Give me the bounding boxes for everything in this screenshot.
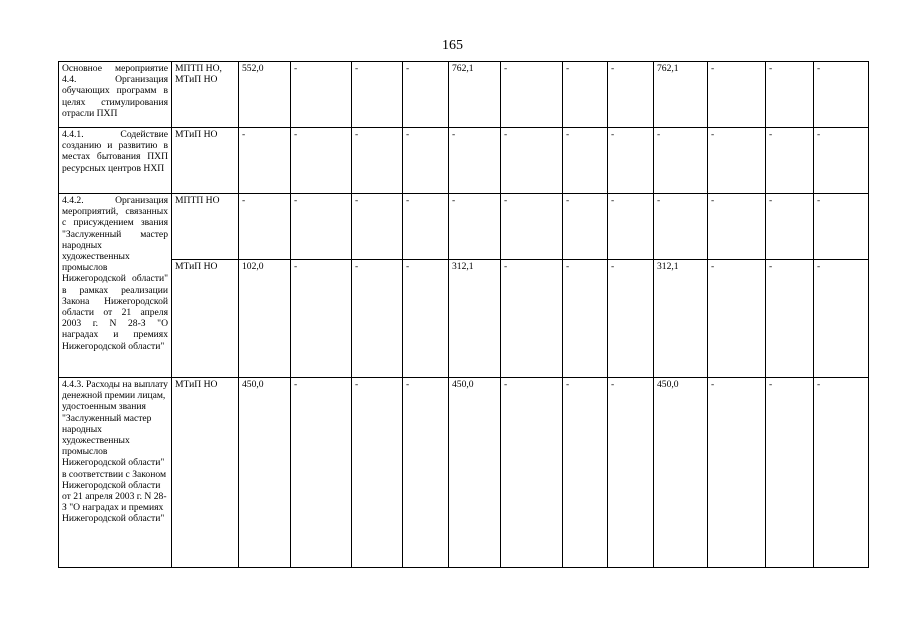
row-executor: МТиП НО bbox=[172, 128, 239, 194]
value-cell: - bbox=[352, 378, 403, 568]
table-row bbox=[59, 260, 869, 378]
row-executor: МПТП НО, МТиП НО bbox=[172, 62, 239, 128]
row-executor: МПТП НО bbox=[172, 194, 239, 260]
value-cell: - bbox=[501, 62, 563, 128]
value-cell: 450,0 bbox=[449, 378, 501, 568]
row-description: 4.4.2. Организация мероприятий, связанных с присуждением звания "Заслуженный мастер народных художественных промыслов Нижегородской области" в рамках реализации Закона Нижегородской области от 21 апреля 2003 г. N 28-З "О наградах и премиях Нижегородской области" bbox=[59, 194, 172, 378]
value-cell: - bbox=[608, 128, 654, 194]
value-cell: 102,0 bbox=[239, 260, 291, 378]
value-cell: - bbox=[708, 194, 766, 260]
value-cell: - bbox=[766, 260, 814, 378]
value-cell: - bbox=[654, 194, 708, 260]
value-cell: 312,1 bbox=[449, 260, 501, 378]
value-cell: - bbox=[352, 260, 403, 378]
value-cell: - bbox=[563, 62, 608, 128]
value-cell: 552,0 bbox=[239, 62, 291, 128]
value-cell: - bbox=[291, 128, 352, 194]
value-cell: - bbox=[814, 260, 869, 378]
value-cell: - bbox=[608, 194, 654, 260]
value-cell: - bbox=[291, 194, 352, 260]
value-cell: - bbox=[708, 260, 766, 378]
table-row bbox=[59, 62, 869, 128]
value-cell: - bbox=[608, 378, 654, 568]
value-cell: - bbox=[654, 128, 708, 194]
value-cell: - bbox=[766, 62, 814, 128]
value-cell: - bbox=[814, 378, 869, 568]
value-cell: - bbox=[563, 378, 608, 568]
value-cell: - bbox=[766, 378, 814, 568]
value-cell: - bbox=[766, 194, 814, 260]
value-cell: - bbox=[239, 128, 291, 194]
value-cell: - bbox=[608, 260, 654, 378]
value-cell: - bbox=[449, 194, 501, 260]
value-cell: - bbox=[814, 62, 869, 128]
value-cell: - bbox=[291, 378, 352, 568]
value-cell: - bbox=[766, 128, 814, 194]
value-cell: - bbox=[291, 62, 352, 128]
value-cell: - bbox=[563, 260, 608, 378]
value-cell: - bbox=[563, 194, 608, 260]
value-cell: - bbox=[291, 260, 352, 378]
value-cell: - bbox=[449, 128, 501, 194]
value-cell: - bbox=[403, 194, 449, 260]
value-cell: - bbox=[501, 260, 563, 378]
table-row bbox=[59, 128, 869, 194]
row-executor: МТиП НО bbox=[172, 260, 239, 378]
value-cell: - bbox=[708, 378, 766, 568]
value-cell: - bbox=[403, 378, 449, 568]
value-cell: 450,0 bbox=[654, 378, 708, 568]
value-cell: - bbox=[814, 194, 869, 260]
table-row bbox=[59, 378, 869, 568]
value-cell: - bbox=[814, 128, 869, 194]
value-cell: - bbox=[403, 260, 449, 378]
value-cell: - bbox=[563, 128, 608, 194]
value-cell: - bbox=[608, 62, 654, 128]
value-cell: - bbox=[708, 128, 766, 194]
value-cell: - bbox=[352, 128, 403, 194]
value-cell: - bbox=[501, 194, 563, 260]
value-cell: 762,1 bbox=[449, 62, 501, 128]
value-cell: - bbox=[501, 378, 563, 568]
page-number: 165 bbox=[442, 38, 463, 53]
row-description: 4.4.3. Расходы на выплату денежной премии лицам, удостоенным звания "Заслуженный мастер народных художественных промыслов Нижегородской области" в соответствии с Законом Нижегородской области от 21 апреля 2003 г. N 28-З "О наградах и премиях Нижегородской области" bbox=[59, 378, 172, 568]
value-cell: 450,0 bbox=[239, 378, 291, 568]
value-cell: - bbox=[352, 194, 403, 260]
value-cell: - bbox=[708, 62, 766, 128]
row-description: 4.4.1. Содействие созданию и развитию в местах бытования ПХП ресурсных центров НХП bbox=[59, 128, 172, 194]
value-cell: - bbox=[352, 62, 403, 128]
value-cell: - bbox=[403, 128, 449, 194]
table-row bbox=[59, 194, 869, 260]
value-cell: 762,1 bbox=[654, 62, 708, 128]
budget-table bbox=[58, 61, 869, 568]
value-cell: - bbox=[403, 62, 449, 128]
row-executor: МТиП НО bbox=[172, 378, 239, 568]
row-description: Основное мероприятие 4.4. Организация обучающих программ в целях стимулирования отрасли ПХП bbox=[59, 62, 172, 128]
value-cell: 312,1 bbox=[654, 260, 708, 378]
value-cell: - bbox=[239, 194, 291, 260]
value-cell: - bbox=[501, 128, 563, 194]
